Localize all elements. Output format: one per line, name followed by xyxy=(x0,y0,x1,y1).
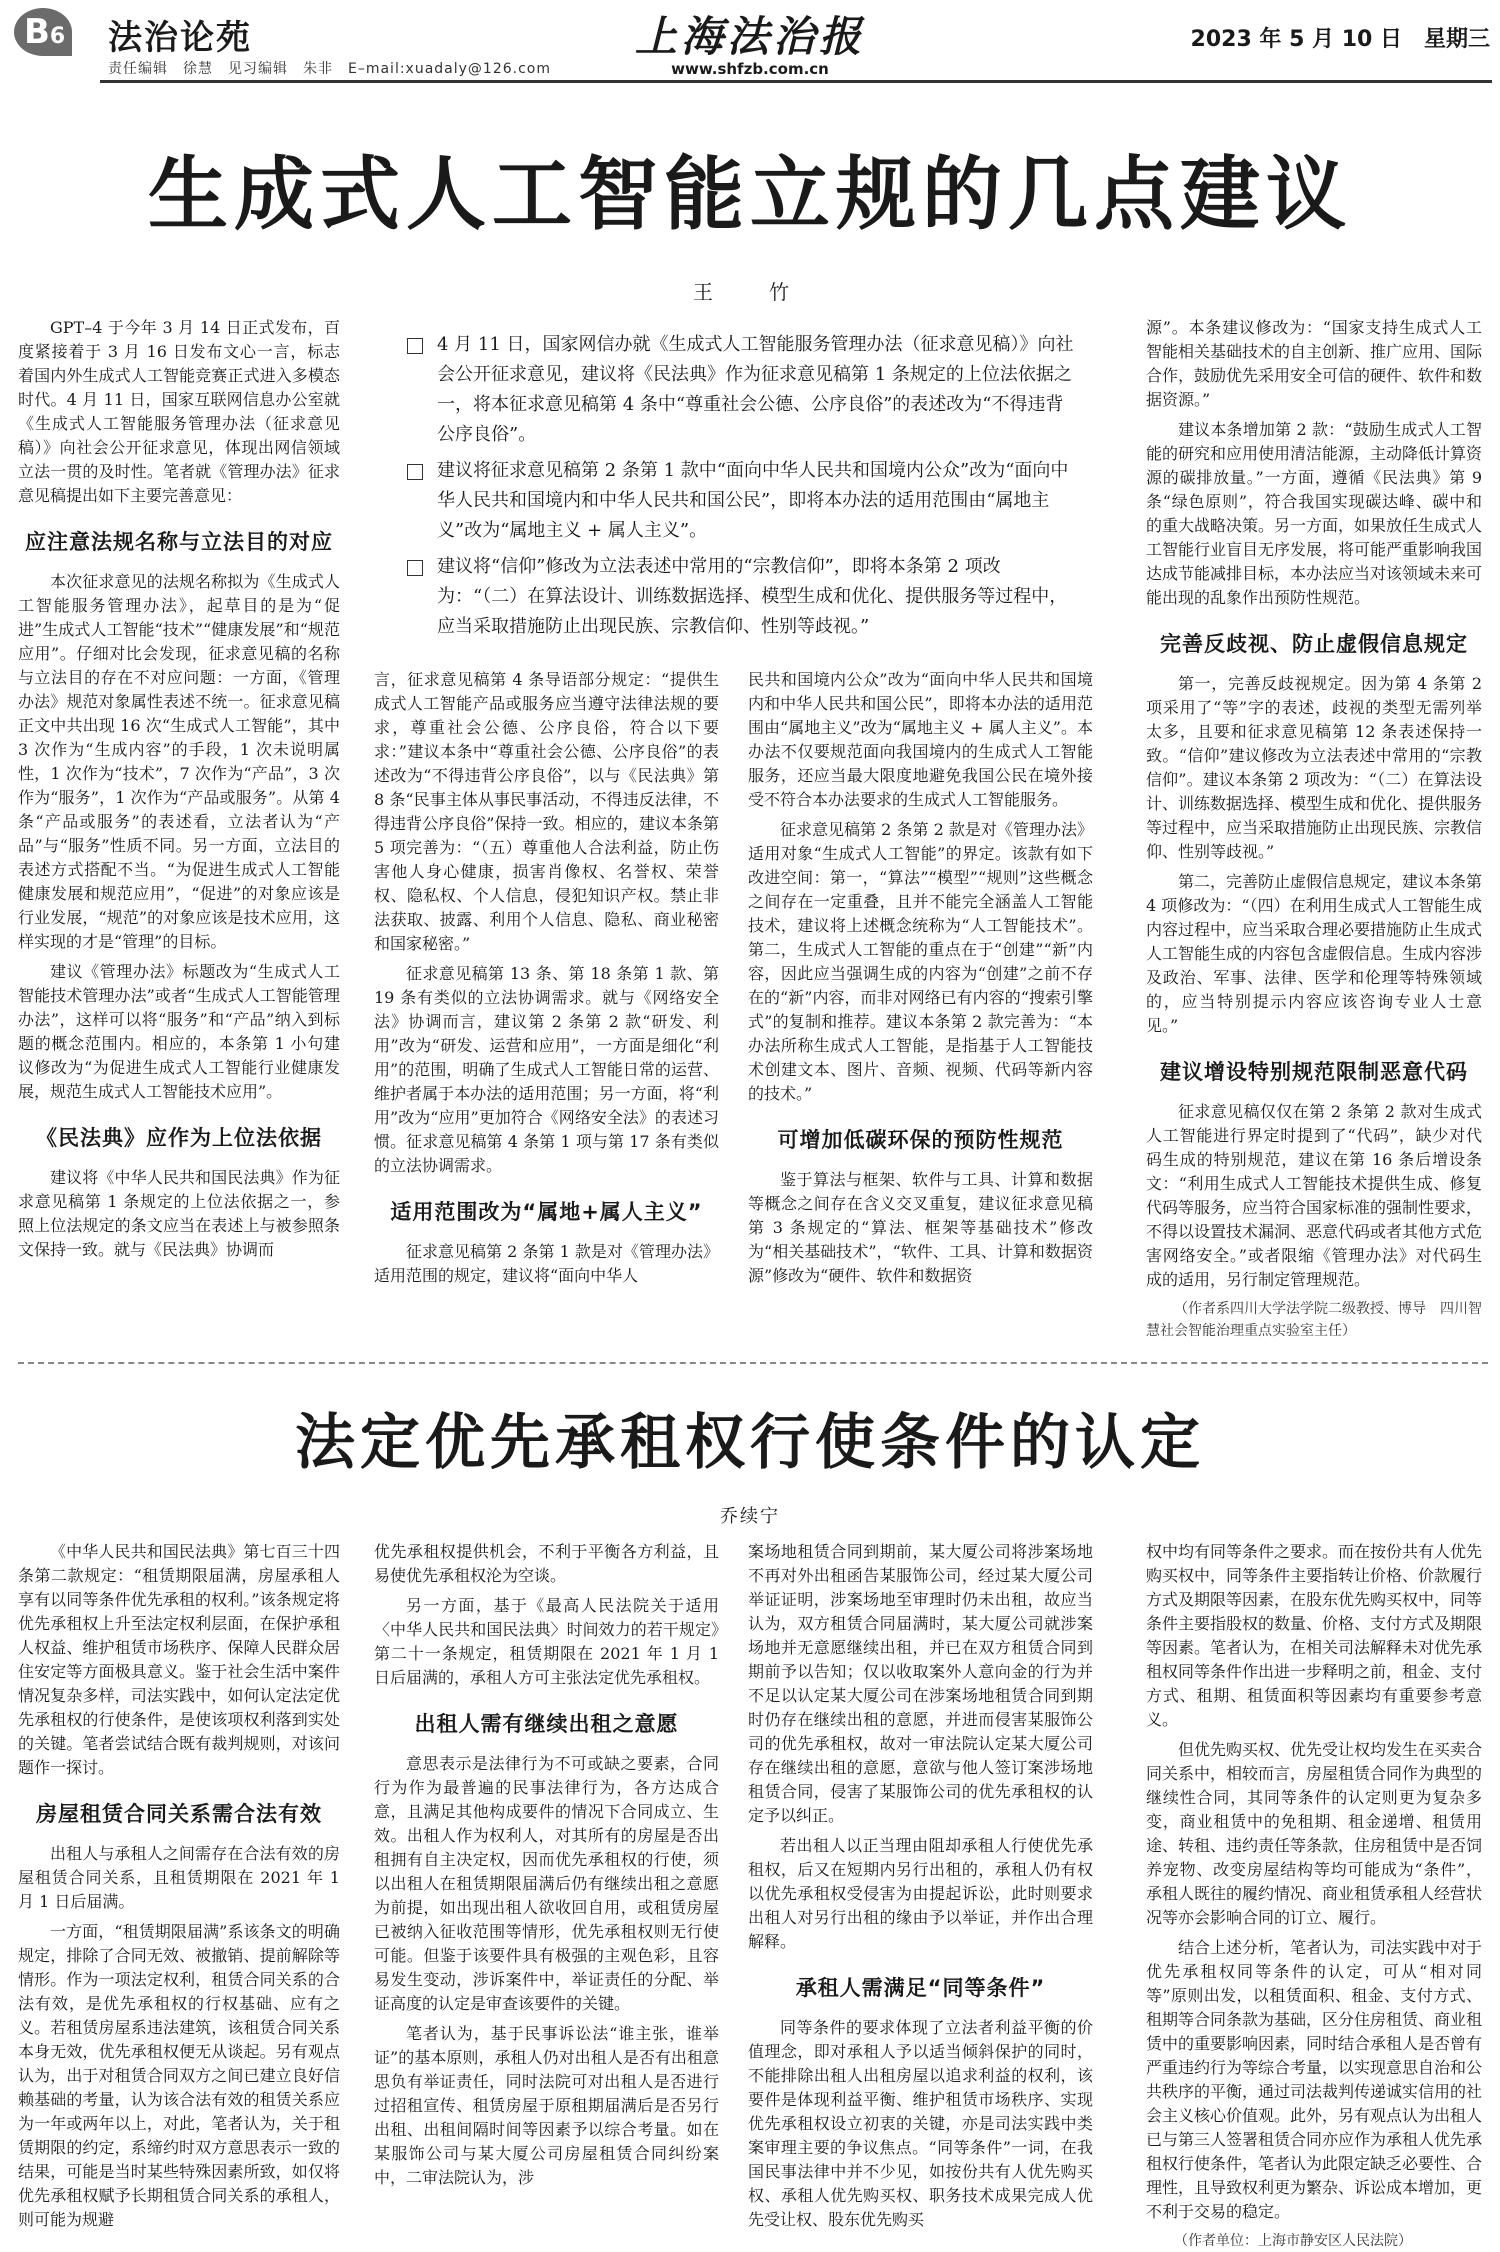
paragraph: 第二，完善防止虚假信息规定，建议本条第 4 项修改为：“（四）在利用生成式人工智能生成内容过程中，应当采取合理必要措施防止生成式人工智能生成的内容包含虚假信息。生成内容涉及政治、军事、法律、医学和伦理等特殊领域的，应当特别提示内容应该咨询专业人士意见。” xyxy=(1146,872,1483,1035)
paragraph: 权中均有同等条件之要求。而在按份共有人优先购买权中，同等条件主要指转让价格、价款履行方式及期限等因素，在股东优先购买权中，同等条件主要指股权的数量、价格、支付方式及期限等因素。笔者认为，在相关司法解释未对优先承租权同等条件作出进一步释明之前，租金、支付方式、租期、租赁面积等因素均有重要参考意义。 xyxy=(1146,1542,1483,1729)
paragraph: GPT–4 于今年 3 月 14 日正式发布，百度紧接着于 3 月 16 日发布文心一言，标志着国内外生成式人工智能竞赛正式进入多模态时代。4 月 11 日，国家互联网信息办公室就《生成式人工智能服务管理办法（征求意见稿）》向社会公开征求意见，体现出网信领域立法一贯的及时性。笔者就《管理办法》征求意见稿提出如下主要完善意见： xyxy=(18,318,340,505)
article1-column-3 xyxy=(748,668,1093,1336)
subheading: 适用范围改为“属地+属人主义” xyxy=(390,1200,703,1224)
subheading: 《民法典》应作为上位法依据 xyxy=(36,1126,322,1150)
paragraph: 民共和国境内公众”改为“面向中华人民共和国境内和中华人民共和国公民”，即将本办法的适用范围由“属地主义”改为“属地主义 + 属人主义”。本办法不仅要规范面向我国境内的生成式人工智能服务，还应当最大限度地避免我国公民在境外接受不符合本办法要求的生成式人工智能服务。 xyxy=(748,670,1093,809)
paragraph: 第一，完善反歧视规定。因为第 4 条第 2 项采用了“等”字的表述，歧视的类型无需列举太多，且要和征求意见稿第 12 条表述保持一致。“信仰”建议修改为立法表述中常用的“宗教信仰”。建议本条第 2 项改为：“（二）在算法设计、训练数据选择、模型生成和优化、提供服务等过程中，应当采取措施防止出现民族、宗教信仰、性别等歧视。” xyxy=(1146,674,1483,861)
highlight-box xyxy=(407,330,1077,660)
checkbox-square-icon xyxy=(407,464,423,480)
article2-column-3 xyxy=(748,1540,1093,2229)
paragraph: 征求意见稿第 2 条第 1 款是对《管理办法》适用范围的规定，建议将“面向中华人 xyxy=(374,1242,719,1285)
checkbox-square-icon xyxy=(407,560,423,576)
page-num: 6 xyxy=(49,24,66,49)
author-note: （作者单位：上海市静安区人民法院） xyxy=(1174,2233,1412,2249)
paragraph: 建议《管理办法》标题改为“生成式人工智能技术管理办法”或者“生成式人工智能管理办法”，这样可以将“服务”和“产品”纳入到标题的概念范围内。相应的，本条第 1 小句建议修改为“为促进生成式人工智能行业健康发展，规范生成式人工智能技术应用”。 xyxy=(18,962,340,1101)
highlight-item: 建议将“信仰”修改为立法表述中常用的“宗教信仰”，即将本条第 2 项改为：“（二）在算法设计、训练数据选择、模型生成和优化、提供服务等过程中，应当采取措施防止出现民族、宗教信仰、性别等歧视。” xyxy=(407,552,1077,642)
subheading: 房屋租赁合同关系需合法有效 xyxy=(36,1802,322,1826)
subheading: 出租人需有继续出租之意愿 xyxy=(414,1712,679,1736)
subheading: 建议增设特别规范限制恶意代码 xyxy=(1160,1060,1468,1084)
paragraph: 征求意见稿仅仅在第 2 条第 2 款对生成式人工智能进行界定时提到了“代码”，缺少对代码生成的特别规范，建议在第 16 条后增设条文：“利用生成式人工智能技术提供生成、修复代码等服务，应当符合国家标准的强制性要求，不得以设置技术漏洞、恶意代码或者其他方式危害网络安全。”或者限缩《管理办法》对代码生成的适用，另行制定管理规范。 xyxy=(1146,1102,1483,1289)
article1-title: 生成式人工智能立规的几点建议 xyxy=(148,148,1352,241)
highlight-item: 建议将征求意见稿第 2 条第 1 款中“面向中华人民共和国境内公众”改为“面向中华人民共和国境内和中华人民共和国公民”，即将本办法的适用范围由“属地主义”改为“属地主义 + 属人主义”。 xyxy=(407,456,1077,546)
author-note: （作者系四川大学法学院二级教授、博导 四川智慧社会智能治理重点实验室主任） xyxy=(1146,1301,1482,1339)
article-separator xyxy=(18,1362,1488,1364)
paragraph: 征求意见稿第 2 条第 2 款是对《管理办法》适用对象“生成式人工智能”的界定。该款有如下改进空间：第一，“算法”“模型”“规则”这些概念之间存在一定重叠，且并不能完全涵盖人工智能技术，建议将上述概念统称为“人工智能技术”。第二，生成式人工智能的重点在于“创建”“新”内容，因此应当强调生成的内容为“创建”之前不存在的“新”内容，而非对网络已有内容的“搜索引擎式”的复制和推荐。建议本条第 2 款完善为：“本办法所称生成式人工智能，是指基于人工智能技术创建文本、图片、音频、视频、代码等新内容的技术。” xyxy=(748,820,1093,1103)
paragraph: 案场地租赁合同到期前，某大厦公司将涉案场地不再对外出租函告某服饰公司，经过某大厦公司举证证明，涉案场地至审理时仍未出租，故应当认为，双方租赁合同届满时，某大厦公司就涉案场地并无意愿继续出租，并已在双方租赁合同到期前予以告知；仅以收取案外人意向金的行为并不足以认定某大厦公司在涉案场地租赁合同到期时仍存在继续出租的意愿，并进而侵害某服饰公司的优先承租权，故对一审法院认定某大厦公司存在继续出租的意愿，意欲与他人签订案涉场地租赁合同，侵害了某服饰公司的优先承租权的认定予以纠正。 xyxy=(748,1542,1093,1825)
paragraph: 另一方面，基于《最高人民法院关于适用〈中华人民共和国民法典〉时间效力的若干规定》第二十一条规定，租赁期限在 2021 年 1 月 1 日后届满的，承租人方可主张法定优先承租权。 xyxy=(374,1596,719,1687)
paragraph: 笔者认为，基于民事诉讼法“谁主张，谁举证”的基本原则，承租人仍对出租人是否有出租意思负有举证责任，同时法院可对出租人是否进行过招租宣传、租赁房屋于原租期届满后是否另行出租、出租间隔时间等因素予以综合考量。如在某服饰公司与某大厦公司房屋租赁合同纠纷案中，二审法院认为，涉 xyxy=(374,2024,719,2187)
paragraph: 一方面，“租赁期限届满”系该条文的明确规定，排除了合同无效、被撤销、提前解除等情形。作为一项法定权利，租赁合同关系的合法有效，是优先承租权的行权基础、应有之义。若租赁房屋系违法建筑，该租赁合同关系本身无效，优先承租权便无从谈起。另有观点认为，出于对租赁合同双方之间已建立良好信赖基础的考量，认为该合法有效的租赁关系应为一年或两年以上，对此，笔者认为，关于租赁期限的约定，系缔约时双方意思表示一致的结果，可能是当时某些特殊因素所致，如仅将优先承租权赋予长期租赁合同关系的承租人，则可能为规避 xyxy=(18,1922,340,2229)
highlight-item: 4 月 11 日，国家网信办就《生成式人工智能服务管理办法（征求意见稿）》向社会公开征求意见，建议将《民法典》作为征求意见稿第 1 条规定的上位法依据之一，将本征求意见稿第 4 条中“尊重社会公德、公序良俗”的表述改为“不得违背公序良俗”。 xyxy=(407,330,1077,450)
issue-date: 2023 年 5 月 10 日 星期三 xyxy=(1190,27,1490,52)
article2-column-1 xyxy=(18,1540,340,2229)
paragraph: 优先承租权提供机会，不利于平衡各方利益，且易使优先承租权沦为空谈。 xyxy=(374,1542,719,1585)
paragraph: 征求意见稿第 13 条、第 18 条第 1 款、第 19 条有类似的立法协调需求。就与《网络安全法》协调而言，建议第 2 条第 2 款“研发、利用”改为“研发、运营和应用”，一方面是细化“利用”的范围，明确了生成式人工智能日常的运营、维护者属于本办法的适用范围；另一方面，将“利用”改为“应用”更加符合《网络安全法》的表述习惯。征求意见稿第 4 条第 1 项与第 17 条有类似的立法协调需求。 xyxy=(374,964,719,1175)
article2-column-4 xyxy=(1146,1540,1483,2249)
subheading: 可增加低碳环保的预防性规范 xyxy=(777,1128,1064,1152)
article1-column-2 xyxy=(374,668,719,1336)
paragraph: 建议将《中华人民共和国民法典》作为征求意见稿第 1 条规定的上位法依据之一，参照上位法规定的条文应当在表述上与被参照条文保持一致。就与《民法典》协调而 xyxy=(18,1168,340,1259)
paragraph: 《中华人民共和国民法典》第七百三十四条第二款规定：“租赁期限届满，房屋承租人享有以同等条件优先承租的权利。”该条规定将优先承租权上升至法定权利层面，在保护承租人权益、维护租赁市场秩序、保障人民群众居住安定等方面极具意义。鉴于社会生活中案件情况复杂多样，司法实践中，如何认定法定优先承租权的行使条件，是使该项权利落到实处的关键。笔者尝试结合既有裁判规则，对该问题作一探讨。 xyxy=(18,1542,340,1777)
article1-column-4 xyxy=(1146,316,1482,1346)
paragraph: 本次征求意见的法规名称拟为《生成式人工智能服务管理办法》，起草目的是为“促进”生成式人工智能“技术”“健康发展”和“规范应用”。仔细对比会发现，征求意见稿的名称与立法目的存在不对应问题：一方面，《管理办法》规范对象属性表述不统一。征求意见稿正文中共出现 16 次“生成式人工智能”，其中 3 次作为“生成内容”的手段，1 次未说明属性，1 次作为“技术”，7 次作为“产品”，3 次作为“服务”，1 次作为“产品或服务”。从第 4 条“产品或服务”的表述看，立法者认为“产品”与“服务”性质不同。另一方面，立法目的表述方式搭配不当。“为促进生成式人工智能健康发展和规范应用”，“促进”的对象应该是行业发展，“规范”的对象应该是技术应用，这样实现的才是“管理”的目标。 xyxy=(18,572,340,951)
page-letter: B xyxy=(24,12,50,52)
section-title: 法治论苑 xyxy=(108,18,252,58)
article1-column-1 xyxy=(18,316,340,1336)
paragraph: 源”。本条建议修改为：“国家支持生成式人工智能相关基础技术的自主创新、推广应用、国际合作，鼓励优先采用安全可信的硬件、软件和数据资源。” xyxy=(1146,318,1483,409)
article2-column-2 xyxy=(374,1540,719,2220)
paragraph: 言，征求意见稿第 4 条导语部分规定：“提供生成式人工智能产品或服务应当遵守法律法规的要求，尊重社会公德、公序良俗，符合以下要求：”建议本条中“尊重社会公德、公序良俗”的表述改为“不得违背公序良俗”，以与《民法典》第 8 条“民事主体从事民事活动，不得违反法律，不得违背公序良俗”保持一致。相应的，建议本条第 5 项完善为：“（五）尊重他人合法利益，防止伤害他人身心健康，损害肖像权、名誉权、荣誉权、隐私权、个人信息，侵犯知识产权。禁止非法获取、披露、利用个人信息、隐私、商业秘密和国家秘密。” xyxy=(374,670,719,953)
article2-title: 法定优先承租权行使条件的认定 xyxy=(295,1408,1205,1478)
article1-author: 王 竹 xyxy=(693,280,807,304)
subheading: 应注意法规名称与立法目的对应 xyxy=(25,530,333,554)
paragraph: 结合上述分析，笔者认为，司法实践中对于优先承租权同等条件的认定，可从“相对同等”原则出发，以租赁面积、租金、支付方式、租期等合同条款为基础，区分住房租赁、商业租赁中的重要影响因素，同时结合承租人是否曾有严重违约行为等综合考量，以实现意思自治和公共秩序的平衡，通过司法裁判传递诚实信用的社会主义核心价值观。此外，另有观点认为出租人已与第三人签署租赁合同亦应作为承租人优先承租权行使条件，笔者认为此限定缺乏必要性、合理性，且导致权利更为繁杂、诉讼成本增加，更不利于交易的稳定。 xyxy=(1146,1938,1483,2221)
checkbox-square-icon xyxy=(407,338,423,354)
website: www.shfzb.com.cn xyxy=(671,60,829,78)
paragraph: 意思表示是法律行为不可或缺之要素，合同行为作为最普遍的民事法律行为，各方达成合意，且满足其他构成要件的情况下合同成立、生效。出租人作为权利人，对其所有的房屋是否出租拥有自主决定权，因而优先承租权的行使，须以出租人在租赁期限届满后仍有继续出租之意愿为前提，如出现出租人欲收回自用，或租赁房屋已被纳入征收范围等情形，优先承租权则无行使可能。但鉴于该要件具有极强的主观色彩，且容易发生变动，涉诉案件中，举证责任的分配、举证高度的认定是审查该要件的关键。 xyxy=(374,1754,719,2013)
editors-line: 责任编辑 徐慧 见习编辑 朱非 E–mail:xuadaly@126.com xyxy=(108,61,552,77)
subheading: 完善反歧视、防止虚假信息规定 xyxy=(1160,632,1468,656)
paragraph: 鉴于算法与框架、软件与工具、计算和数据等概念之间存在含义交叉重复，建议征求意见稿第 3 条规定的“算法、框架等基础技术”修改为“相关基础技术”，“软件、工具、计算和数据资源”修改为“硬件、软件和数据资 xyxy=(748,1170,1093,1285)
paragraph: 但优先购买权、优先受让权均发生在买卖合同关系中，相较而言，房屋租赁合同作为典型的继续性合同，其同等条件的认定则更为复杂多变，商业租赁中的免租期、租金递增、租赁用途、转租、违约责任等条款，住房租赁中是否饲养宠物、改变房屋结构等均可能成为“条件”，承租人既往的履约情况、商业租赁承租人经营状况等亦会影响合同的订立、履行。 xyxy=(1146,1740,1483,1927)
masthead xyxy=(0,0,1500,80)
masthead-rule xyxy=(100,80,1492,83)
paragraph: 建议本条增加第 2 款：“鼓励生成式人工智能的研究和应用使用清洁能源，主动降低计算资源的碳排放量。”一方面，遵循《民法典》第 9 条“绿色原则”，符合我国实现碳达峰、碳中和的重大战略决策。另一方面，如果放任生成式人工智能行业盲目无序发展，将可能严重影响我国达成节能减排目标，本办法应当对该领域未来可能出现的乱象作出预防性规范。 xyxy=(1146,420,1483,607)
paragraph: 同等条件的要求体现了立法者利益平衡的价值理念，即对承租人予以适当倾斜保护的同时，不能排除出租人出租房屋以追求利益的权利，该要件是体现利益平衡、维护租赁市场秩序、实现优先承租权设立初衷的关键，亦是司法实践中类案审理主要的争议焦点。“同等条件”一词，在我国民事法律中并不少见，如按份共有人优先购买权、承租人优先购买权、职务技术成果完成人优先受让权、股东优先购买 xyxy=(748,2018,1093,2229)
subheading: 承租人需满足“同等条件” xyxy=(795,1976,1046,2000)
page-number-badge xyxy=(14,8,72,56)
paragraph: 若出租人以正当理由阻却承租人行使优先承租权，后又在短期内另行出租的，承租人仍有权以优先承租权受侵害为由提起诉讼，此时则要求出租人对另行出租的缘由予以举证，并作出合理解释。 xyxy=(748,1836,1093,1951)
article2-author: 乔续宁 xyxy=(720,1506,780,1527)
newspaper-name: 上海法治报 xyxy=(634,12,865,61)
paragraph: 出租人与承租人之间需存在合法有效的房屋租赁合同关系，且租赁期限在 2021 年 1 月 1 日后届满。 xyxy=(18,1844,340,1911)
